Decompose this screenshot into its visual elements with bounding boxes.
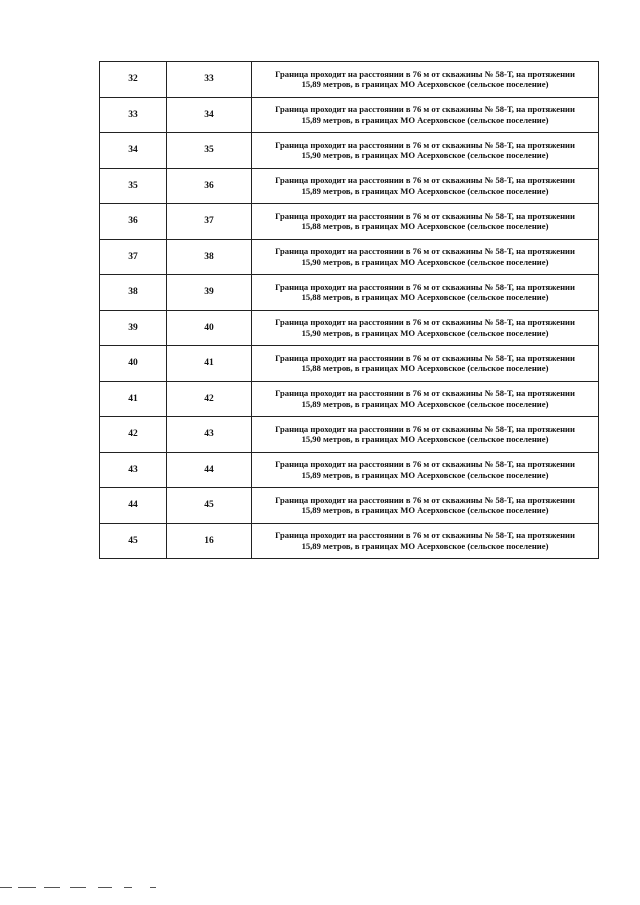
point-from-cell: 32 <box>100 62 167 98</box>
point-to-cell: 36 <box>167 168 252 204</box>
table-row <box>100 452 599 488</box>
description-text: Граница проходит на расстоянии в 76 м от скважины № 58-Т, на протяжении 15,90 метров, в границах МО Асерховское (сельское поселение) <box>275 246 575 267</box>
scan-dash <box>44 887 60 888</box>
description-text: Граница проходит на расстоянии в 76 м от скважины № 58-Т, на протяжении 15,89 метров, в границах МО Асерховское (сельское поселение) <box>275 175 575 196</box>
scan-dash <box>98 887 112 888</box>
description-text: Граница проходит на расстоянии в 76 м от скважины № 58-Т, на протяжении 15,89 метров, в границах МО Асерховское (сельское поселение) <box>275 530 575 551</box>
scan-edge-marks <box>0 887 200 891</box>
table-row <box>100 239 599 275</box>
point-from-cell: 34 <box>100 133 167 169</box>
table-row <box>100 62 599 98</box>
table-row <box>100 381 599 417</box>
point-to-cell: 35 <box>167 133 252 169</box>
point-from-cell: 36 <box>100 204 167 240</box>
description-cell <box>252 346 599 382</box>
point-to-cell: 40 <box>167 310 252 346</box>
table-row <box>100 133 599 169</box>
description-text: Граница проходит на расстоянии в 76 м от скважины № 58-Т, на протяжении 15,89 метров, в границах МО Асерховское (сельское поселение) <box>275 104 575 125</box>
description-text: Граница проходит на расстоянии в 76 м от скважины № 58-Т, на протяжении 15,90 метров, в границах МО Асерховское (сельское поселение) <box>275 139 575 161</box>
description-text: Граница проходит на расстоянии в 76 м от скважины № 58-Т, на протяжении 15,89 метров, в границах МО Асерховское (сельское поселение) <box>275 388 575 409</box>
description-cell <box>252 168 599 204</box>
point-to-cell: 39 <box>167 275 252 311</box>
description-cell <box>252 488 599 524</box>
scan-dash <box>124 887 132 888</box>
description-cell <box>252 452 599 488</box>
point-from-cell: 38 <box>100 275 167 311</box>
description-cell <box>252 204 599 240</box>
description-text: Граница проходит на расстоянии в 76 м от скважины № 58-Т, на протяжении 15,89 метров, в границах МО Асерховское (сельское поселение) <box>275 459 575 480</box>
table-row <box>100 346 599 382</box>
point-from-cell: 44 <box>100 488 167 524</box>
point-to-cell: 33 <box>167 62 252 98</box>
description-cell <box>252 310 599 346</box>
point-from-cell: 42 <box>100 417 167 453</box>
scan-dash <box>18 887 36 888</box>
description-cell <box>252 523 599 559</box>
point-from-cell: 40 <box>100 346 167 382</box>
boundary-table <box>99 61 599 559</box>
description-text: Граница проходит на расстоянии в 76 м от скважины № 58-Т, на протяжении 15,88 метров, в границах МО Асерховское (сельское поселение) <box>275 281 575 303</box>
description-text: Граница проходит на расстоянии в 76 м от скважины № 58-Т, на протяжении 15,90 метров, в границах МО Асерховское (сельское поселение) <box>275 317 575 338</box>
description-cell <box>252 62 599 98</box>
point-to-cell: 37 <box>167 204 252 240</box>
description-text: Граница проходит на расстоянии в 76 м от скважины № 58-Т, на протяжении 15,88 метров, в границах МО Асерховское (сельское поселение) <box>275 210 575 232</box>
point-from-cell: 37 <box>100 239 167 275</box>
description-cell <box>252 417 599 453</box>
point-from-cell: 35 <box>100 168 167 204</box>
point-to-cell: 38 <box>167 239 252 275</box>
point-to-cell: 34 <box>167 97 252 133</box>
table-row <box>100 417 599 453</box>
point-from-cell: 39 <box>100 310 167 346</box>
scan-dash <box>70 887 86 888</box>
description-text: Граница проходит на расстоянии в 76 м от скважины № 58-Т, на протяжении 15,90 метров, в границах МО Асерховское (сельское поселение) <box>275 423 575 445</box>
point-from-cell: 45 <box>100 523 167 559</box>
table-row <box>100 275 599 311</box>
description-cell <box>252 275 599 311</box>
point-to-cell: 41 <box>167 346 252 382</box>
description-cell <box>252 133 599 169</box>
table-row <box>100 168 599 204</box>
description-text: Граница проходит на расстоянии в 76 м от скважины № 58-Т, на протяжении 15,89 метров, в границах МО Асерховское (сельское поселение) <box>275 494 575 516</box>
point-to-cell: 16 <box>167 523 252 559</box>
point-from-cell: 43 <box>100 452 167 488</box>
point-from-cell: 41 <box>100 381 167 417</box>
description-cell <box>252 97 599 133</box>
description-text: Граница проходит на расстоянии в 76 м от скважины № 58-Т, на протяжении 15,88 метров, в границах МО Асерховское (сельское поселение) <box>275 352 575 374</box>
description-cell <box>252 381 599 417</box>
point-to-cell: 43 <box>167 417 252 453</box>
scan-dash <box>150 887 156 888</box>
point-to-cell: 42 <box>167 381 252 417</box>
description-cell <box>252 239 599 275</box>
table-row <box>100 97 599 133</box>
table-row <box>100 523 599 559</box>
scan-dash <box>0 887 12 888</box>
point-from-cell: 33 <box>100 97 167 133</box>
table-row <box>100 204 599 240</box>
point-to-cell: 44 <box>167 452 252 488</box>
table-row <box>100 488 599 524</box>
point-to-cell: 45 <box>167 488 252 524</box>
table-row <box>100 310 599 346</box>
description-text: Граница проходит на расстоянии в 76 м от скважины № 58-Т, на протяжении 15,89 метров, в границах МО Асерховское (сельское поселение) <box>275 68 575 90</box>
boundary-table-body <box>100 62 599 559</box>
